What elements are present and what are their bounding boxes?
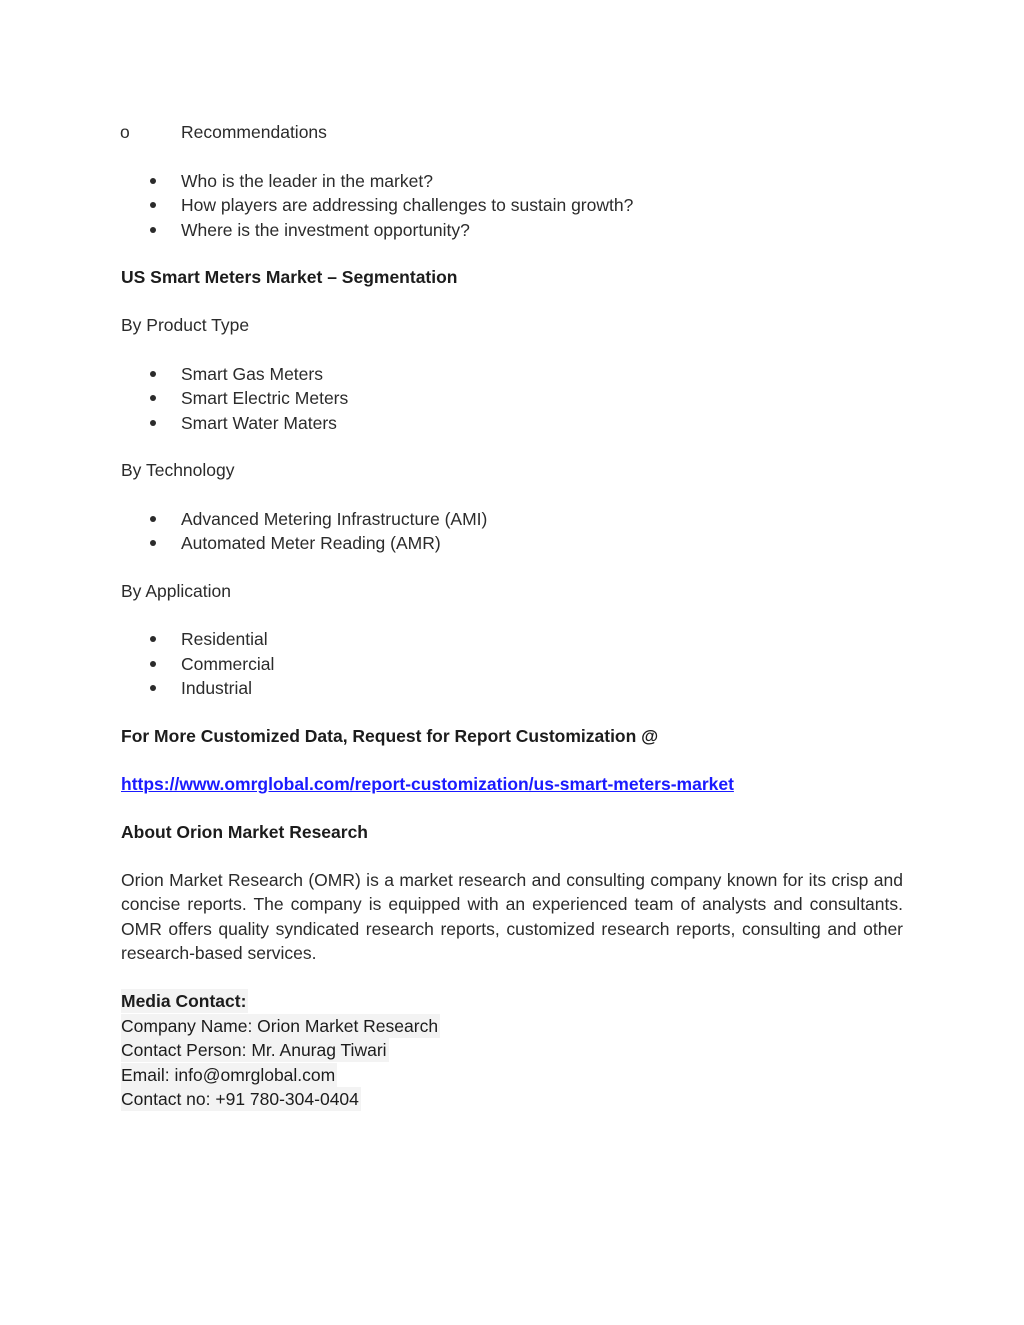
bullet-icon	[150, 371, 156, 377]
about-heading: About Orion Market Research	[121, 822, 368, 842]
bullet-icon	[150, 202, 156, 208]
bullet-icon	[150, 420, 156, 426]
bullet-icon	[150, 540, 156, 546]
list-item: Advanced Metering Infrastructure (AMI)	[181, 509, 488, 529]
bullet-icon	[150, 516, 156, 522]
list-item: Residential	[181, 629, 268, 649]
list-item: Smart Water Maters	[181, 413, 337, 433]
list-item: Smart Gas Meters	[181, 364, 323, 384]
bullet-icon	[150, 227, 156, 233]
list-item: Who is the leader in the market?	[181, 171, 433, 191]
bullet-icon	[150, 395, 156, 401]
customization-heading: For More Customized Data, Request for Report Customization @	[121, 726, 659, 746]
list-item: Automated Meter Reading (AMR)	[181, 533, 441, 553]
list-item: Commercial	[181, 654, 275, 674]
contact-company: Company Name: Orion Market Research	[121, 1016, 439, 1036]
about-paragraph: Orion Market Research (OMR) is a market research and consulting company known for its crisp and concise reports. The company is equipped with an experienced team of analysts and consultants. OMR offers quality syndicated research reports, customized research reports, consulting and other research-based services.	[121, 870, 903, 964]
group-title-product-type: By Product Type	[121, 315, 250, 335]
sub-bullet-marker: o	[120, 122, 130, 142]
segmentation-heading: US Smart Meters Market – Segmentation	[121, 267, 458, 287]
list-item: Industrial	[181, 678, 253, 698]
list-item: How players are addressing challenges to sustain growth?	[181, 195, 634, 215]
contact-email: Email: info@omrglobal.com	[121, 1065, 336, 1085]
bullet-icon	[150, 178, 156, 184]
group-title-technology: By Technology	[121, 460, 235, 480]
media-contact-heading: Media Contact:	[121, 991, 247, 1011]
contact-person: Contact Person: Mr. Anurag Tiwari	[121, 1040, 387, 1060]
contact-phone: Contact no: +91 780-304-0404	[121, 1089, 359, 1109]
recommendations-label: Recommendations	[181, 122, 327, 142]
bullet-icon	[150, 685, 156, 691]
bullet-icon	[150, 661, 156, 667]
report-customization-link[interactable]: https://www.omrglobal.com/report-customization/us-smart-meters-market	[121, 774, 734, 794]
bullet-icon	[150, 636, 156, 642]
list-item: Where is the investment opportunity?	[181, 220, 470, 240]
group-title-application: By Application	[121, 581, 231, 601]
list-item: Smart Electric Meters	[181, 388, 349, 408]
